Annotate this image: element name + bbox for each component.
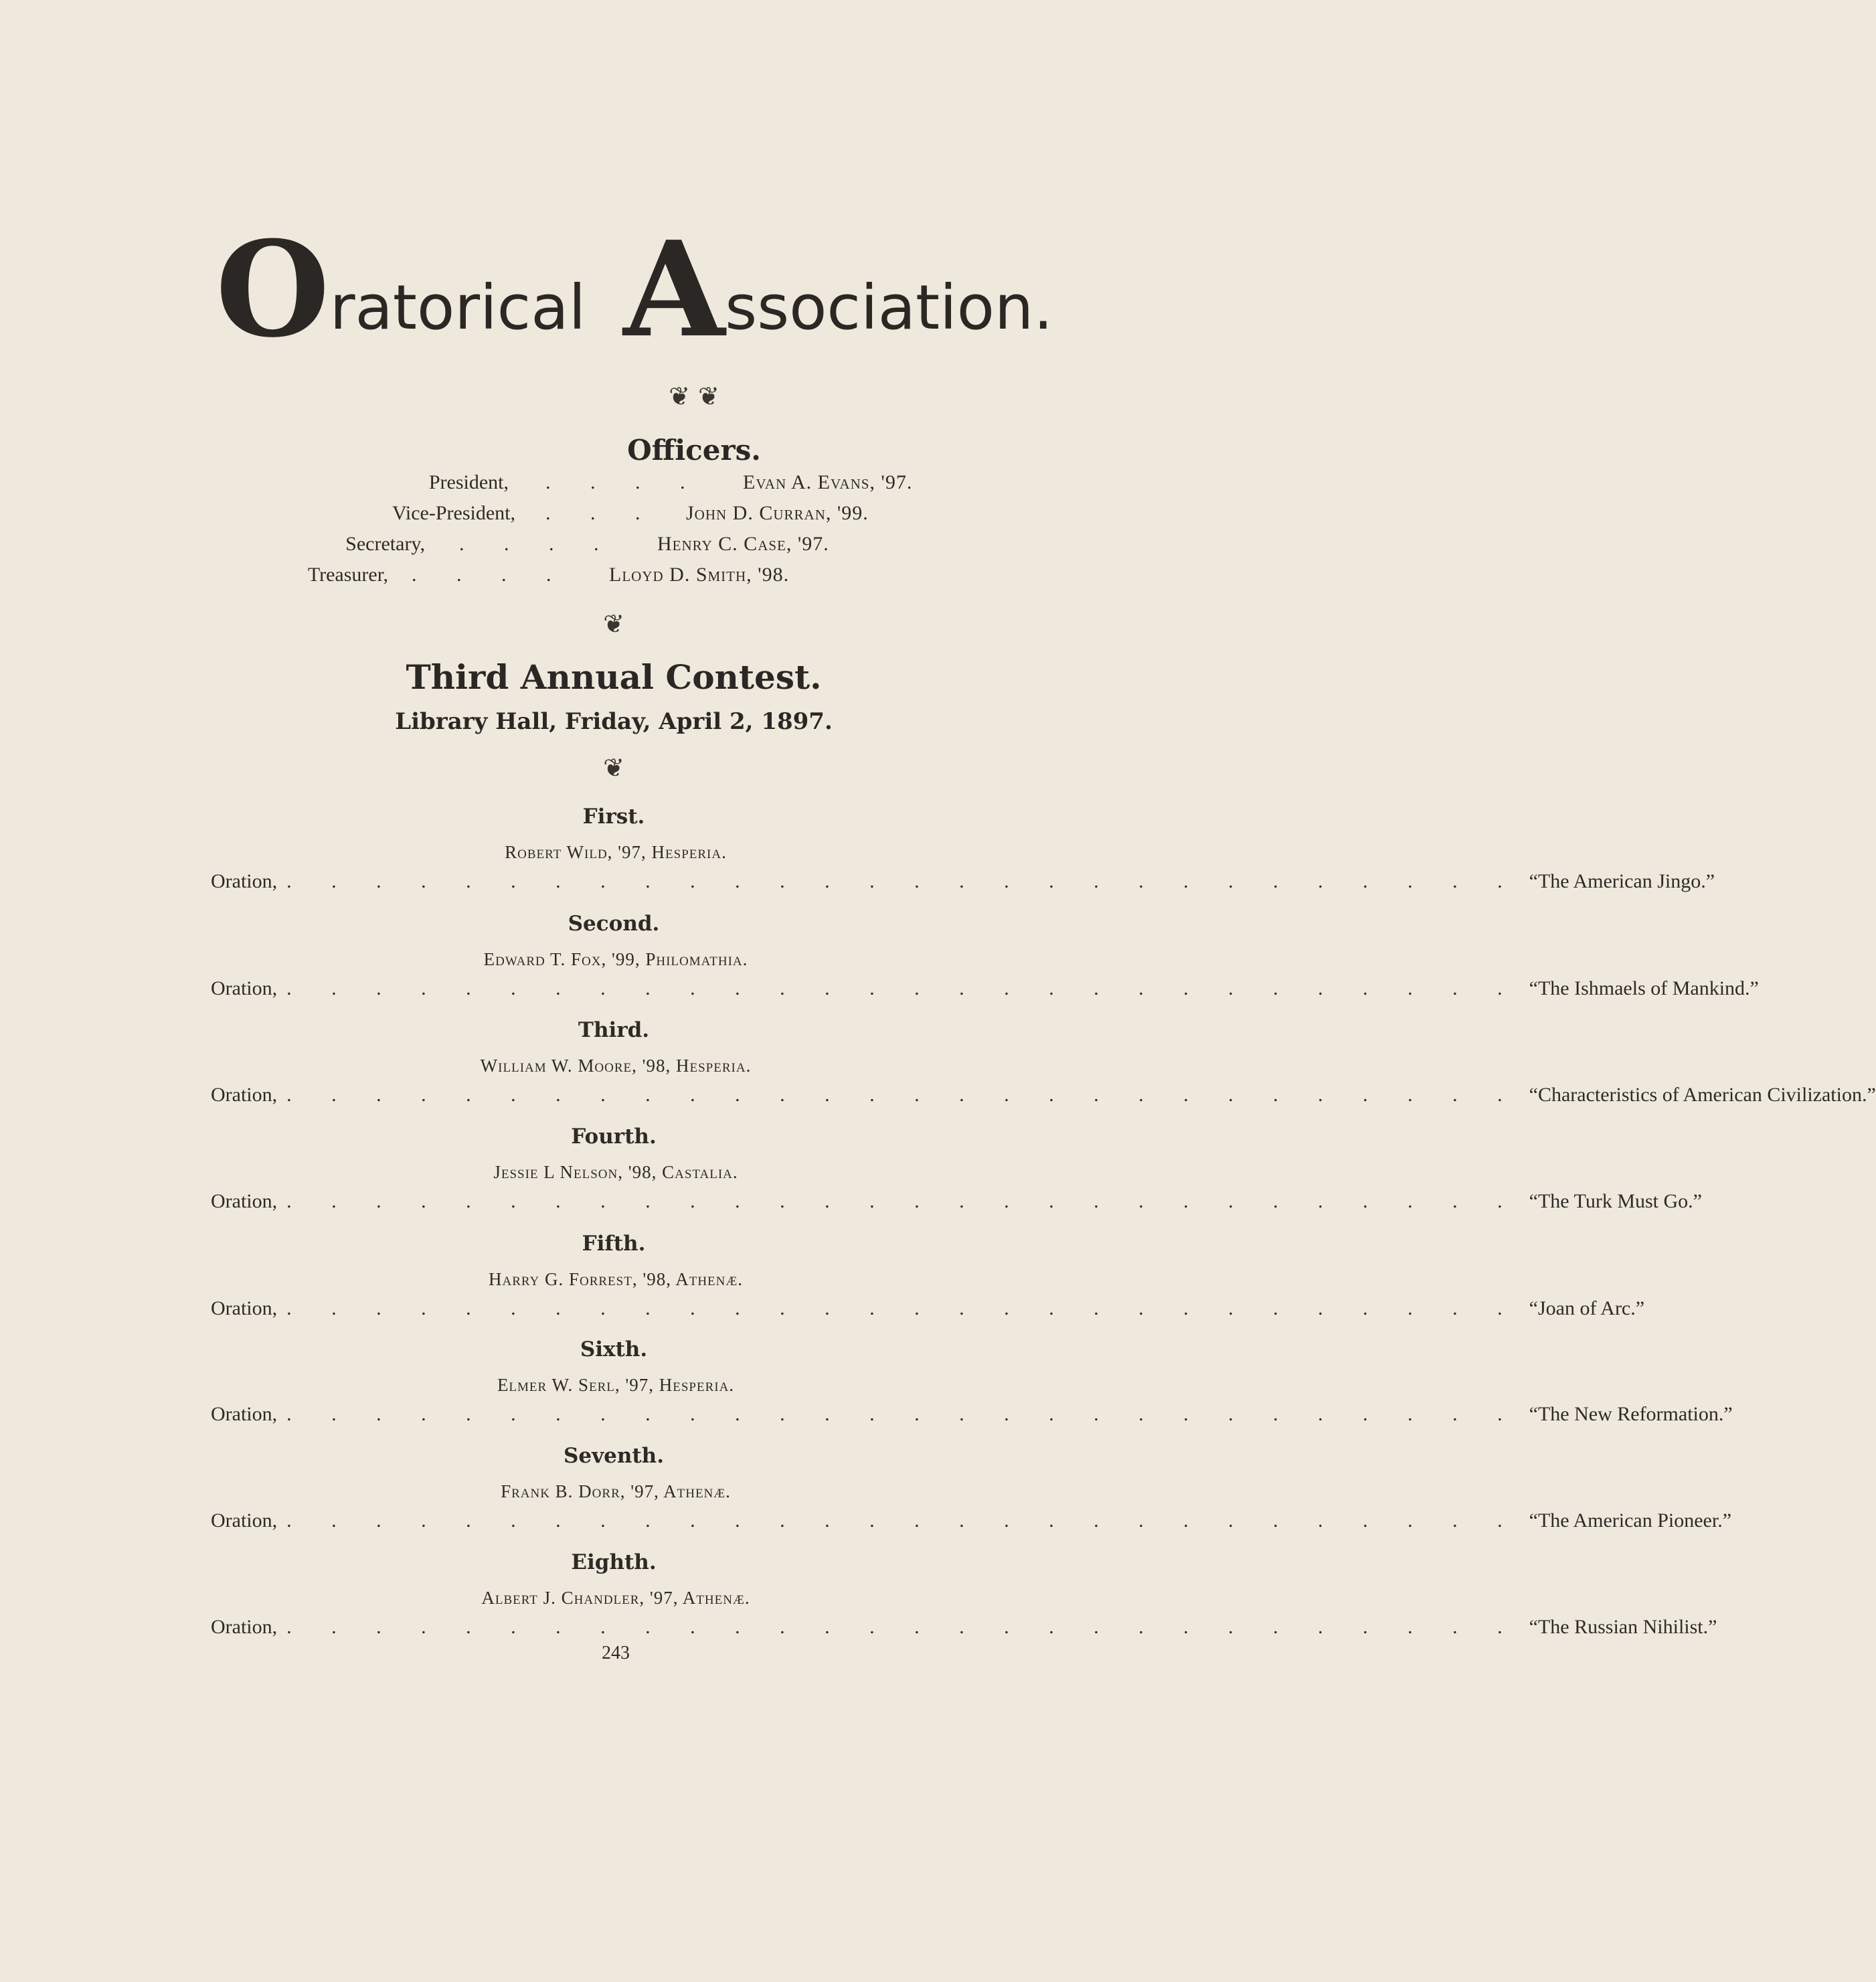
dot-leader: . . . . . . . . . . . . . . . . . . . . . . . . . . . . — [286, 870, 1520, 892]
dot-leader: . . . . . . . . . . . . . . . . . . . . . . . . . . . . — [286, 977, 1520, 999]
place-heading: Eighth. — [571, 1550, 657, 1574]
oration-row — [211, 1403, 1733, 1426]
oration-row — [211, 977, 1759, 1000]
fleuron-ornament-icon: ❦ ❦ — [669, 382, 719, 411]
oration-label: Oration, — [211, 1297, 278, 1319]
officer-office: Treasurer, — [307, 564, 388, 586]
page-number: 243 — [602, 1643, 630, 1663]
title-word-oratorical — [216, 213, 586, 367]
contestant-name: Edward T. Fox, '99, Philomathia. — [483, 949, 748, 969]
place-heading: Second. — [568, 912, 660, 936]
contestant-name: Albert J. Chandler, '97, Athenæ. — [481, 1588, 750, 1608]
oration-label: Oration, — [211, 1403, 278, 1425]
dot-leader: . . . . . . . . . . . . . . . . . . . . . . . . . . . . — [286, 1616, 1520, 1638]
officer-dots: . . . — [545, 502, 658, 524]
contestant-name: Elmer W. Serl, '97, Hesperia. — [497, 1375, 735, 1395]
officer-dots: . . . . — [459, 533, 616, 555]
fleuron-ornament-icon: ❦ — [603, 753, 624, 782]
oration-label: Oration, — [211, 1084, 278, 1106]
officer-name: Lloyd D. Smith, '98. — [609, 564, 790, 586]
oration-row — [211, 870, 1715, 893]
contest-subheading: Library Hall, Friday, April 2, 1897. — [395, 708, 833, 735]
oration-topic: “The American Jingo.” — [1529, 870, 1715, 892]
officer-name: Evan A. Evans, '97. — [743, 471, 913, 493]
dot-leader: . . . . . . . . . . . . . . . . . . . . . . . . . . . . — [286, 1403, 1520, 1425]
officer-name: Henry C. Case, '97. — [657, 533, 829, 555]
oration-topic: “The Russian Nihilist.” — [1529, 1616, 1717, 1638]
oration-row — [211, 1084, 1876, 1106]
oration-topic: “The Ishmaels of Mankind.” — [1529, 977, 1759, 999]
title-rest-association: ssociation. — [725, 271, 1053, 343]
oration-label: Oration, — [211, 977, 278, 999]
oration-label: Oration, — [211, 1509, 278, 1532]
dot-leader: . . . . . . . . . . . . . . . . . . . . . . . . . . . . — [286, 1190, 1520, 1212]
oration-row — [211, 1297, 1645, 1320]
title-initial-a: A — [623, 213, 726, 367]
title-word-association — [623, 213, 1053, 367]
officer-office: Secretary, — [345, 533, 425, 555]
officer-dots: . . . . — [545, 471, 703, 493]
dot-leader: . . . . . . . . . . . . . . . . . . . . . . . . . . . . — [286, 1084, 1520, 1106]
place-heading: First. — [582, 805, 645, 829]
officer-office: President, — [428, 471, 509, 493]
oration-topic: “The Turk Must Go.” — [1529, 1190, 1702, 1212]
oration-row — [211, 1509, 1732, 1532]
contestant-name: Frank B. Dorr, '97, Athenæ. — [501, 1481, 731, 1501]
title-rest-oratorical: ratorical — [329, 271, 586, 343]
place-heading: Third. — [578, 1018, 650, 1042]
page-title — [216, 213, 1053, 367]
contestant-name: Harry G. Forrest, '98, Athenæ. — [488, 1269, 744, 1289]
place-heading: Sixth. — [580, 1337, 648, 1361]
oration-row — [211, 1616, 1717, 1639]
oration-label: Oration, — [211, 1616, 278, 1638]
dot-leader: . . . . . . . . . . . . . . . . . . . . . . . . . . . . — [286, 1509, 1520, 1532]
dot-leader: . . . . . . . . . . . . . . . . . . . . . . . . . . . . — [286, 1297, 1520, 1319]
officer-dots: . . . . — [412, 564, 569, 586]
officer-name: John D. Curran, '99. — [686, 502, 869, 524]
oration-row — [211, 1190, 1702, 1213]
officers-heading: Officers. — [627, 434, 761, 467]
oration-label: Oration, — [211, 1190, 278, 1212]
contestant-name: Jessie L Nelson, '98, Castalia. — [493, 1162, 738, 1182]
oration-topic: “Joan of Arc.” — [1529, 1297, 1645, 1319]
place-heading: Fourth. — [571, 1125, 657, 1149]
officer-office: Vice-President, — [392, 502, 515, 524]
place-heading: Seventh. — [563, 1444, 665, 1468]
contest-heading: Third Annual Contest. — [406, 657, 822, 697]
oration-topic: “Characteristics of American Civilization.” — [1529, 1084, 1876, 1106]
oration-topic: “The American Pioneer.” — [1529, 1509, 1732, 1532]
contestant-name: William W. Moore, '98, Hesperia. — [480, 1056, 752, 1076]
place-heading: Fifth. — [582, 1232, 646, 1256]
oration-label: Oration, — [211, 870, 278, 892]
title-initial-o: O — [216, 213, 330, 367]
oration-topic: “The New Reformation.” — [1529, 1403, 1733, 1425]
fleuron-ornament-icon: ❦ — [603, 609, 624, 639]
contestant-name: Robert Wild, '97, Hesperia. — [505, 842, 727, 862]
